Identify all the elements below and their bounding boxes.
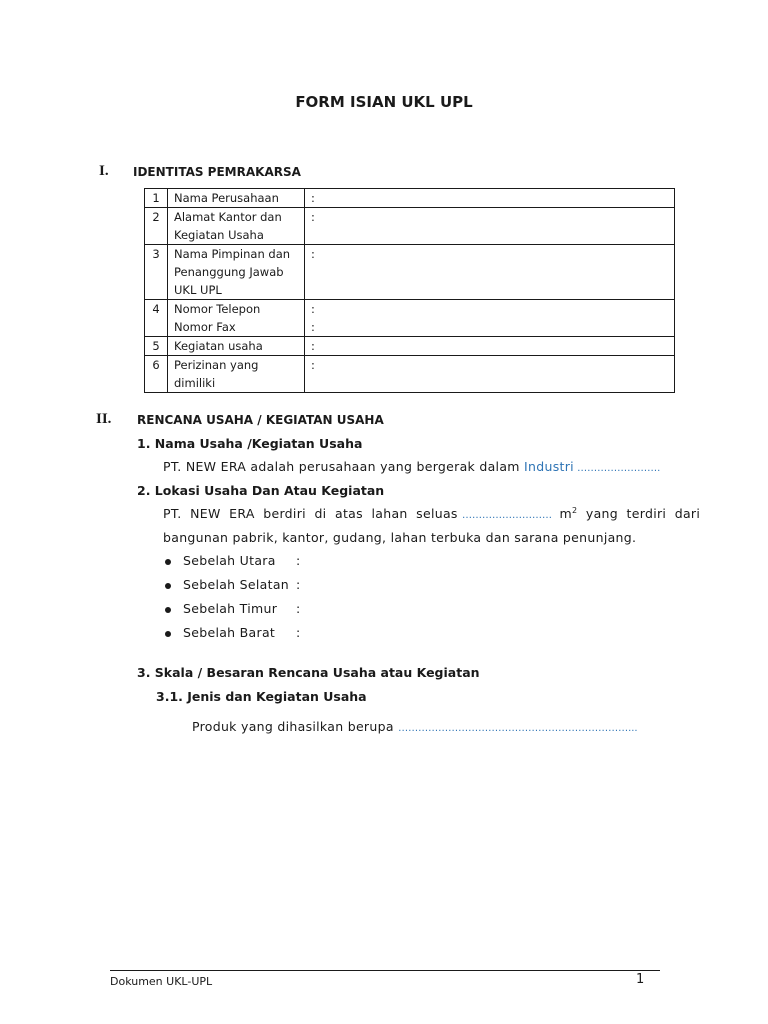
row-value[interactable] (305, 245, 675, 300)
row-value[interactable] (305, 189, 675, 208)
item-1-highlight: Industri (524, 459, 574, 474)
boundary-value[interactable]: : (296, 553, 301, 568)
row-value-line: : (311, 210, 315, 224)
item-3-1-text (192, 719, 638, 734)
row-number: 6 (145, 356, 168, 393)
row-label-line: Penanggung Jawab (174, 265, 284, 279)
page-number: 1 (636, 972, 645, 987)
row-label-line: Alamat Kantor dan (174, 210, 282, 224)
row-label-line: Kegiatan usaha (174, 339, 263, 353)
row-label-line: Nomor Fax (174, 320, 236, 334)
boundary-label: Sebelah Barat (183, 625, 276, 640)
item-3-1-dots: ……………………………………………………………... (398, 723, 638, 734)
bullet-icon (165, 607, 171, 613)
item-2-unit: m (555, 506, 572, 522)
row-label-line: Nama Pimpinan dan (174, 247, 291, 261)
bullet-icon (165, 631, 171, 637)
item-2-line-2: bangunan pabrik, kantor, gudang, lahan terbuka dan sarana penunjang. (163, 530, 637, 545)
row-label-line: Perizinan yang (174, 358, 259, 372)
boundary-value[interactable]: : (296, 601, 301, 616)
row-value[interactable] (305, 208, 675, 245)
table-row (145, 337, 675, 356)
row-value-line: : (311, 302, 315, 316)
row-label-line: dimiliki (174, 376, 216, 390)
boundary-label: Sebelah Selatan (183, 577, 290, 592)
item-1-text-main: PT. NEW ERA adalah perusahaan yang bergerak dalam (163, 459, 525, 474)
boundary-label: Sebelah Timur (183, 601, 278, 616)
row-value[interactable] (305, 337, 675, 356)
bullet-icon (165, 559, 171, 565)
table-row (145, 356, 675, 393)
section-1-number: I. (99, 163, 109, 179)
boundary-value[interactable]: : (296, 625, 301, 640)
row-label-line: Nama Perusahaan (174, 191, 279, 205)
table-row (145, 300, 675, 337)
item-2-area-dots: ……………………… (462, 510, 556, 522)
item-2-line-1 (163, 506, 700, 521)
row-label-line: Nomor Telepon (174, 302, 261, 316)
row-label (168, 208, 305, 245)
boundary-label: Sebelah Utara (183, 553, 276, 568)
identity-table (144, 188, 675, 393)
footer-divider (110, 970, 660, 971)
row-value-line: : (311, 191, 315, 205)
row-label (168, 337, 305, 356)
row-value[interactable] (305, 300, 675, 337)
bullet-icon (165, 583, 171, 589)
row-number: 3 (145, 245, 168, 300)
row-label-line: Kegiatan Usaha (174, 228, 264, 242)
row-label (168, 245, 305, 300)
row-number: 4 (145, 300, 168, 337)
item-1-dots: ……………………. (573, 463, 661, 474)
item-2-unit-sup: 2 (571, 506, 578, 515)
item-3-1-heading: 3.1. Jenis dan Kegiatan Usaha (156, 689, 367, 704)
row-value[interactable] (305, 356, 675, 393)
item-3-heading: 3. Skala / Besaran Rencana Usaha atau Kegiatan (137, 665, 480, 680)
boundary-value[interactable]: : (296, 577, 301, 592)
document-title: FORM ISIAN UKL UPL (295, 93, 473, 111)
row-number: 1 (145, 189, 168, 208)
table-row (145, 208, 675, 245)
table-row (145, 245, 675, 300)
row-value-line: : (311, 320, 315, 334)
section-1-title: IDENTITAS PEMRAKARSA (133, 165, 301, 179)
item-3-1-text-main: Produk yang dihasilkan berupa (192, 719, 399, 734)
item-2-line-1-start: PT. NEW ERA berdiri di atas lahan seluas (163, 506, 463, 522)
item-2-line-1-end: yang terdiri dari (577, 506, 701, 522)
row-label (168, 300, 305, 337)
row-value-line: : (311, 358, 315, 372)
row-value-line: : (311, 247, 315, 261)
section-2-title: RENCANA USAHA / KEGIATAN USAHA (137, 413, 384, 427)
item-2-heading: 2. Lokasi Usaha Dan Atau Kegiatan (137, 483, 385, 498)
row-number: 5 (145, 337, 168, 356)
item-1-text (163, 459, 660, 474)
row-number: 2 (145, 208, 168, 245)
footer-label: Dokumen UKL-UPL (110, 975, 213, 988)
row-label (168, 356, 305, 393)
table-row (145, 189, 675, 208)
row-label (168, 189, 305, 208)
item-1-heading: 1. Nama Usaha /Kegiatan Usaha (137, 436, 363, 451)
row-label-line: UKL UPL (174, 283, 222, 297)
section-2-number: II. (96, 411, 112, 427)
row-value-line: : (311, 339, 315, 353)
